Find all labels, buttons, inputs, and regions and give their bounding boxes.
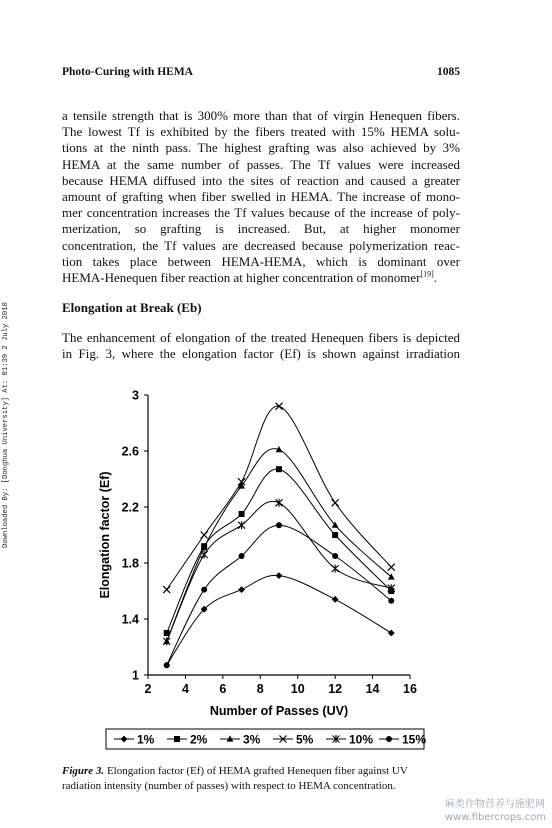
- caption-line: [62, 764, 460, 779]
- figure-caption: [62, 764, 460, 793]
- data-point: [163, 637, 170, 645]
- text-line: concentration, the Tf values are decreased because polymerization reac-: [62, 237, 460, 253]
- legend-label: 15%: [402, 732, 427, 747]
- data-point: [276, 522, 282, 528]
- data-point: [332, 553, 338, 559]
- text-line: amount of grafting when fiber swelled in HEMA. The increase of mono-: [62, 189, 460, 205]
- x-tick-label: 8: [256, 682, 264, 696]
- caption-text: Elongation factor (Ef) of HEMA grafted Henequen fiber against UV: [104, 765, 408, 777]
- y-tick-label: 1: [132, 668, 139, 683]
- data-point: [388, 630, 395, 637]
- figure-label: Figure 3.: [62, 765, 105, 777]
- series-x-group: [163, 403, 395, 593]
- data-point: [239, 553, 245, 559]
- legend-label: 10%: [349, 732, 374, 747]
- x-tick-label: 14: [365, 682, 380, 696]
- series-line: [167, 525, 392, 665]
- series-line: [167, 575, 392, 665]
- x-tick-label: 16: [403, 682, 417, 696]
- data-point: [201, 532, 208, 539]
- data-point: [164, 662, 170, 668]
- x-tick-label: 10: [290, 682, 305, 696]
- x-tick-label: 12: [328, 682, 343, 696]
- data-point: [276, 466, 282, 472]
- paragraph-tensile: [62, 108, 460, 286]
- text-line: merization, so grafting is increased. But, at higher monomer: [62, 221, 460, 237]
- data-point: [201, 587, 207, 593]
- paragraph-elongation: [62, 330, 460, 362]
- watermark-url: www.fibercrops.com: [444, 812, 546, 823]
- data-point: [332, 596, 339, 603]
- x-tick-label: 6: [219, 682, 227, 696]
- legend-marker: [174, 736, 180, 742]
- elongation-factor-chart: [92, 385, 432, 755]
- text-line: a tensile strength that is 300% more than that of virgin Henequen fibers.: [62, 108, 460, 123]
- series-square-group: [164, 466, 395, 636]
- data-point: [163, 586, 170, 593]
- watermark: [445, 798, 546, 824]
- y-tick-label: 2.2: [121, 500, 139, 515]
- legend-label: 2%: [190, 732, 208, 747]
- text-line: The enhancement of elongation of the treated Henequen fibers is depicted: [62, 330, 460, 345]
- data-point: [238, 586, 245, 593]
- y-axis-label: Elongation factor (Ef): [98, 471, 112, 599]
- text-line: The lowest Tf is exhibited by the fibers treated with 15% HEMA solu-: [62, 124, 460, 140]
- text-line: because HEMA diffused into the sites of reaction and caused a greater: [62, 172, 460, 188]
- data-point: [332, 499, 339, 506]
- text-line: tion takes place between HEMA-HEMA, which is dominant over: [62, 253, 460, 269]
- series-line: [167, 469, 392, 633]
- y-tick-label: 1.8: [121, 556, 139, 571]
- data-point: [239, 511, 245, 517]
- data-point: [332, 565, 339, 573]
- series-star-group: [163, 499, 395, 646]
- data-point: [388, 564, 395, 571]
- series-diamond-group: [163, 572, 394, 668]
- data-point: [201, 551, 208, 559]
- legend-label: 3%: [243, 732, 261, 747]
- running-title: Photo-Curing with HEMA: [62, 66, 193, 78]
- reference-marker: [19]: [420, 269, 434, 279]
- text-line: in Fig. 3, where the elongation factor (Ef) is shown against irradiation: [62, 346, 460, 362]
- watermark-line: 麻类作物营养与施肥网: [444, 799, 545, 810]
- data-point: [332, 532, 338, 538]
- caption-line: radiation intensity (number of passes) with respect to HEMA concentration.: [62, 779, 396, 792]
- data-point: [388, 598, 394, 604]
- series-triangle-group: [163, 446, 394, 644]
- text-line-final: [62, 270, 460, 286]
- y-tick-label: 1.4: [121, 612, 139, 627]
- y-tick-label: 2.6: [121, 444, 139, 459]
- y-tick-label: 3: [132, 388, 139, 403]
- data-point: [276, 499, 283, 507]
- x-axis-label: Number of Passes (UV): [209, 704, 349, 718]
- text-line: HEMA at the same number of passes. The Tf values were increased: [62, 156, 460, 172]
- legend-marker: [386, 736, 392, 742]
- sentence-end: .: [433, 270, 438, 286]
- section-heading: Elongation at Break (Eb): [62, 300, 202, 315]
- legend-label: 1%: [137, 732, 155, 747]
- text-line: mer concentration increases the Tf values because of the increase of poly-: [62, 205, 460, 221]
- x-tick-label: 4: [181, 682, 189, 696]
- legend-label: 5%: [296, 732, 314, 747]
- x-tick-label: 2: [144, 682, 152, 696]
- data-point: [238, 521, 245, 529]
- text-line: tions at the ninth pass. The highest grafting was also achieved by 3%: [62, 140, 460, 156]
- data-point: [276, 572, 283, 579]
- page-number: 1085: [437, 66, 460, 78]
- download-stamp: Downloaded By: [Donghua University] At: 01:39 2 July 2010: [2, 302, 10, 548]
- text-line-content: HEMA-Henequen fiber reaction at higher concentration of monomer: [62, 270, 421, 286]
